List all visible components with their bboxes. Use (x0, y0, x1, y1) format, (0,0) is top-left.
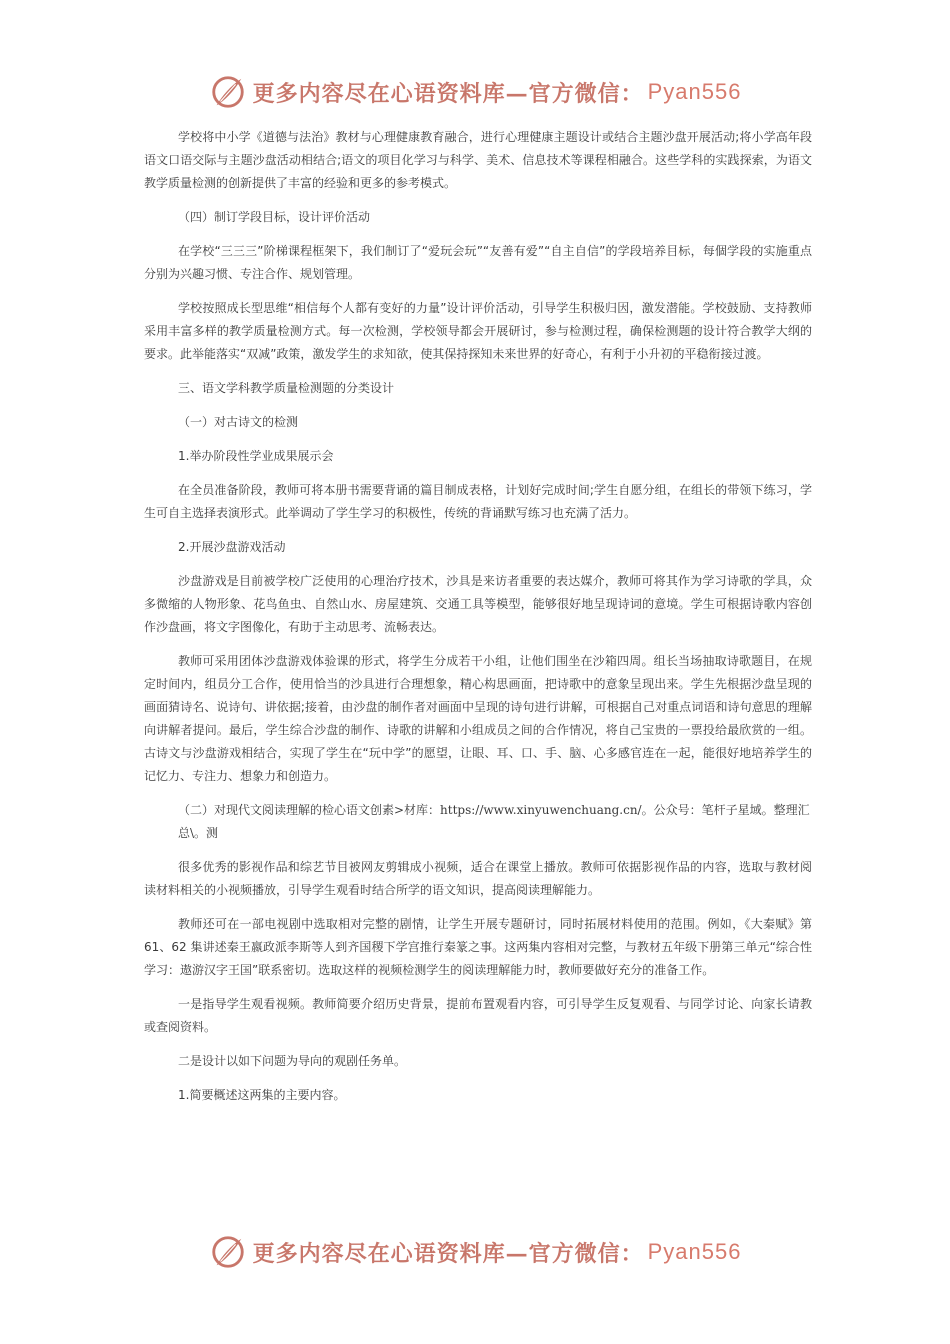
list-item: 1.简要概述这两集的主要内容。 (178, 1088, 346, 1102)
document-body (144, 126, 812, 1118)
section-heading: 三、语文学科教学质量检测题的分类设计 (178, 381, 395, 395)
paragraph: 学校按照成长型思维“相信每个人都有变好的力量”设计评价活动，引导学生积极归因，激发潜能。学校鼓励、支持教师采用丰富多样的教学质量检测方式。每一次检测，学校领导都会开展研讨，参与检测过程，确保检测题的设计符合教学大纲的要求。此举能落实“双减”政策，激发学生的求知欲，使其保持探知未来世界的好奇心，有利于小升初的平稳衔接过渡。 (144, 301, 812, 361)
watermark-text: 更多内容尽在心语资料库—官方微信： (252, 80, 644, 107)
paragraph: 在全员准备阶段，教师可将本册书需要背诵的篇目制成表格，计划好完成时间;学生自愿分组，在组长的带领下练习，学生可自主选择表演形式。此举调动了学生学习的积极性，传统的背诵默写练习也充满了活力。 (144, 483, 812, 520)
feather-logo-icon (209, 1233, 247, 1271)
paragraph: 沙盘游戏是目前被学校广泛使用的心理治疗技术，沙具是来访者重要的表达媒介，教师可将其作为学习诗歌的学具，众多微缩的人物形象、花鸟鱼虫、自然山水、房屋建筑、交通工具等模型，能够很好地呈现诗词的意境。学生可根据诗歌内容创作沙盘画，将文字图像化，有助于主动思考、流畅表达。 (144, 574, 812, 634)
watermark-id: Pyan556 (647, 79, 742, 104)
paragraph: 教师可采用团体沙盘游戏体验课的形式，将学生分成若干小组，让他们围坐在沙箱四周。组长当场抽取诗歌题目，在规定时间内，组员分工合作，使用恰当的沙具进行合理想象，精心构思画面，把诗歌中的意象呈现出来。学生先根据沙盘呈现的画面猜诗名、说诗句、讲依据;接着，由沙盘的制作者对画面中呈现的诗句进行讲解，可根据自己对重点词语和诗句意思的理解向讲解者提问。最后，学生综合沙盘的制作、诗歌的讲解和小组成员之间的合作情况，将自己宝贵的一票投给最欣赏的一组。古诗文与沙盘游戏相结合，实现了学生在“玩中学”的愿望，让眼、耳、口、手、脑、心多感官连在一起，能很好地培养学生的记忆力、专注力、想象力和创造力。 (144, 654, 812, 783)
watermark-banner-bottom (0, 1232, 950, 1272)
section-heading: （四）制订学段目标，设计评价活动 (178, 210, 371, 224)
paragraph: 教师还可在一部电视剧中选取相对完整的剧情，让学生开展专题研讨，同时拓展材料使用的范围。例如，《大秦赋》第 61、62 集讲述秦王嬴政派李斯等人到齐国稷下学宫推行秦篆之事。这两集内容相对完整，与教材五年级下册第三单元“综合性学习：遨游汉字王国”联系密切。选取这样的视频检测学生的阅读理解能力时，教师要做好充分的准备工作。 (144, 917, 812, 977)
paragraph: 很多优秀的影视作品和综艺节目被网友剪辑成小视频，适合在课堂上播放。教师可依据影视作品的内容，选取与教材阅读材料相关的小视频播放，引导学生观看时结合所学的语文知识，提高阅读理解能力。 (144, 860, 812, 897)
section-heading: 二是设计以如下问题为导向的观剧任务单。 (178, 1054, 407, 1068)
watermark-id: Pyan556 (647, 1239, 742, 1264)
subsection-heading: 2.开展沙盘游戏活动 (178, 540, 286, 554)
watermark-banner-top (0, 72, 950, 112)
feather-logo-icon (209, 73, 247, 111)
paragraph: 一是指导学生观看视频。教师简要介绍历史背景，提前布置观看内容，可引导学生反复观看、与同学讨论、向家长请教或查阅资料。 (144, 997, 812, 1034)
subsection-heading: 1.举办阶段性学业成果展示会 (178, 449, 334, 463)
section-heading: （一）对古诗文的检测 (178, 415, 299, 429)
watermark-text: 更多内容尽在心语资料库—官方微信： (252, 1240, 644, 1267)
paragraph: 在学校“三三三”阶梯课程框架下，我们制订了“爱玩会玩”“友善有爱”“自主自信”的学段培养目标，每個学段的实施重点分别为兴趣习惯、专注合作、规划管理。 (144, 244, 812, 281)
paragraph: 学校将中小学《道德与法治》教材与心理健康教育融合，进行心理健康主题设计或结合主题沙盘开展活动;将小学高年段语文口语交际与主题沙盘活动相结合;语文的项目化学习与科学、美术、信息技术等课程相融合。这些学科的实践探索，为语文教学质量检测的创新提供了丰富的经验和更多的参考模式。 (144, 130, 812, 190)
section-heading: （二）对现代文阅读理解的检心语文创素>材库：https://www.xinyuwenchuang.cn/。公众号：笔杆子星域。整理汇总\。测 (178, 803, 810, 840)
